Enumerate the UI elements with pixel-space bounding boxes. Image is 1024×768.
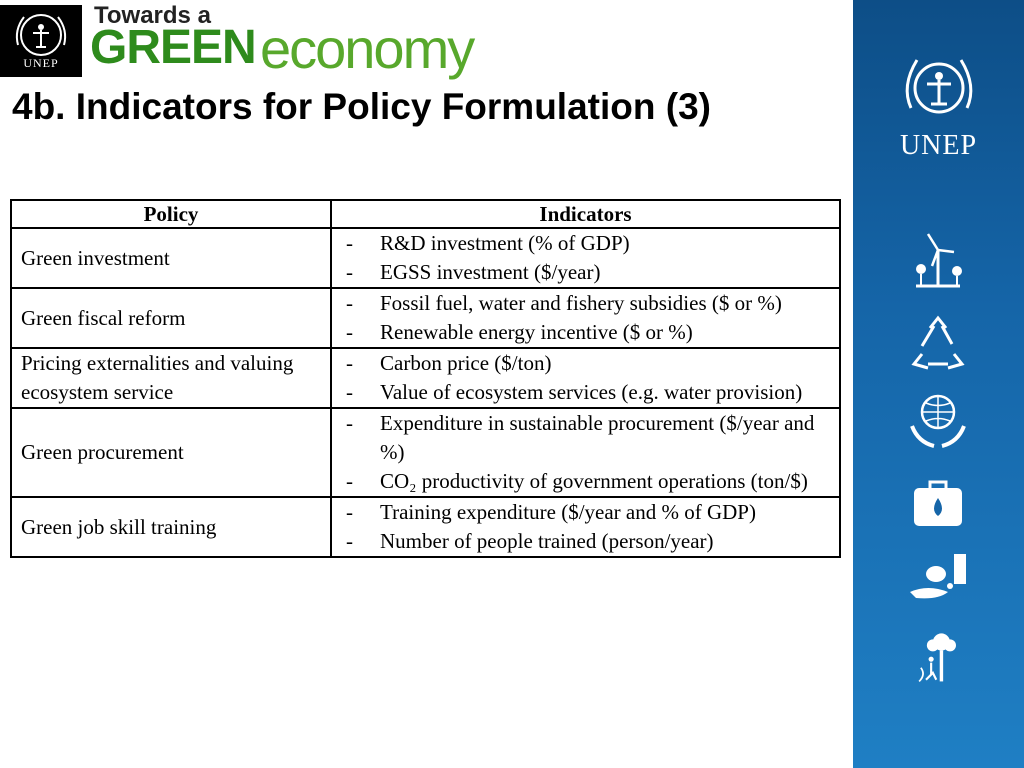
header-policy: Policy: [11, 200, 331, 228]
banner-towards-text: Towards a: [94, 2, 211, 29]
indicator-text: Renewable energy incentive ($ or %): [380, 320, 693, 344]
table-row: [11, 348, 840, 408]
table-row: [11, 228, 840, 288]
indicator-text: CO₂ productivity of government operations (ton/$): [380, 469, 808, 493]
banner-economy-text: economy: [260, 17, 474, 80]
indicator-item: - EGSS investment ($/year): [346, 260, 601, 284]
wind-turbine-icon: [908, 230, 968, 290]
unep-emblem-icon: [893, 48, 985, 128]
indicators-cell: [331, 348, 840, 408]
header-indicators: Indicators: [331, 200, 840, 228]
policy-cell: Green procurement: [11, 408, 331, 497]
slide-title: 4b. Indicators for Policy Formulation (3): [12, 86, 711, 127]
policy-cell: Green job skill training: [11, 497, 331, 557]
table-row: [11, 288, 840, 348]
green-economy-banner: [84, 0, 584, 78]
indicator-text: Carbon price ($/ton): [380, 351, 552, 375]
sidebar: [853, 0, 1024, 768]
indicators-cell: [331, 408, 840, 497]
policy-cell: Green fiscal reform: [11, 288, 331, 348]
table-row: [11, 408, 840, 497]
indicator-item: - Value of ecosystem services (e.g. water provision): [346, 380, 803, 404]
spill-icon: [908, 550, 968, 610]
indicator-item: - Training expenditure ($/year and % of GDP): [346, 500, 756, 524]
globe-hands-icon: [908, 390, 968, 450]
indicator-item: - Fossil fuel, water and fishery subsidies ($ or %): [346, 291, 782, 315]
indicator-item: - CO₂ productivity of government operations (ton/$): [346, 469, 808, 493]
indicator-item: - R&D investment (% of GDP): [346, 231, 630, 255]
indicator-item: - Number of people trained (person/year): [346, 529, 714, 553]
policy-cell: Pricing externalities and valuing ecosystem service: [11, 348, 331, 408]
banner-green-text: GREEN: [90, 21, 256, 74]
indicator-text: EGSS investment ($/year): [380, 260, 601, 284]
indicator-text: R&D investment (% of GDP): [380, 231, 630, 255]
indicators-cell: [331, 288, 840, 348]
table-header-row: [11, 200, 840, 228]
policy-indicators-table: [10, 199, 841, 558]
indicator-item: - Expenditure in sustainable procurement ($/year and %): [346, 411, 815, 464]
indicator-text: Fossil fuel, water and fishery subsidies ($ or %): [380, 291, 782, 315]
small-logo-text: UNEP: [23, 56, 59, 70]
unep-logo-small: [0, 5, 82, 77]
indicator-text: Expenditure in sustainable procurement ($/year and %): [380, 411, 815, 464]
indicator-item: - Carbon price ($/ton): [346, 351, 552, 375]
indicator-text: Value of ecosystem services (e.g. water provision): [380, 380, 803, 404]
indicator-item: - Renewable energy incentive ($ or %): [346, 320, 693, 344]
indicators-cell: [331, 228, 840, 288]
policy-cell: Green investment: [11, 228, 331, 288]
indicator-text: Number of people trained (person/year): [380, 529, 714, 553]
tree-person-icon: [908, 630, 968, 690]
sidebar-logo-text: UNEP: [899, 130, 978, 161]
water-drop-case-icon: [908, 474, 968, 534]
indicator-text: Training expenditure ($/year and % of GDP): [380, 500, 756, 524]
table-row: [11, 497, 840, 557]
indicators-cell: [331, 497, 840, 557]
recycle-icon: [908, 314, 968, 374]
